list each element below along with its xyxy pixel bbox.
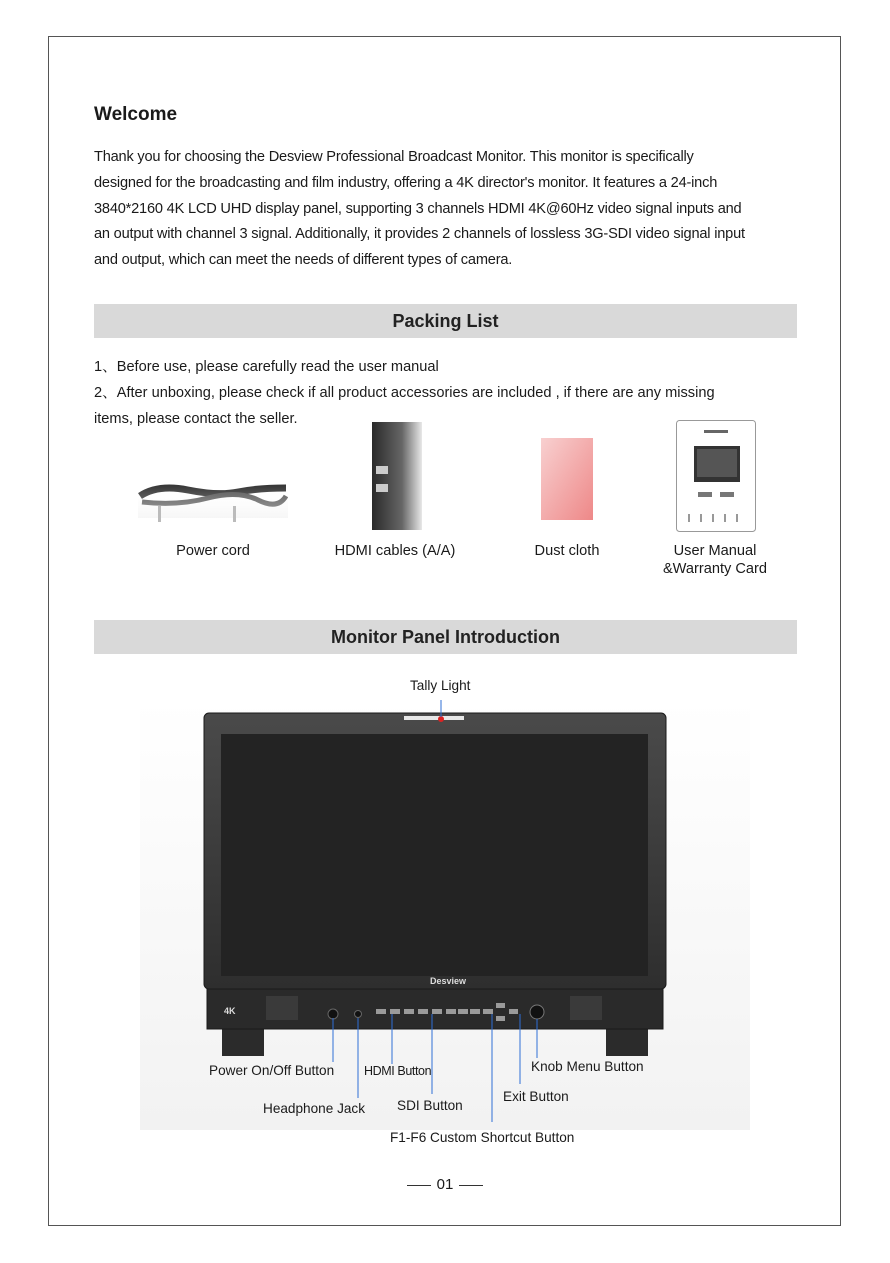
callout-power-button: Power On/Off Button [209, 1063, 335, 1078]
stand-foot-left [222, 1026, 264, 1056]
user-manual-image [676, 420, 756, 532]
monitor-panel-heading: Monitor Panel Introduction [94, 620, 797, 654]
callout-f1-f6-buttons: F1-F6 Custom Shortcut Button [390, 1130, 575, 1145]
dust-cloth-label: Dust cloth [534, 543, 600, 559]
callout-headphone-jack: Headphone Jack [263, 1101, 366, 1116]
dust-cloth-image [541, 438, 593, 520]
welcome-line: designed for the broadcasting and film industry, offering a 4K director's monitor. It features a 24-inch [94, 174, 718, 191]
user-manual-label-line1: User Manual [673, 543, 757, 559]
power-cord-label: Power cord [176, 543, 250, 559]
brand-logo: Desview [430, 976, 467, 986]
callout-tally-light: Tally Light [410, 678, 471, 693]
welcome-line: an output with channel 3 signal. Additionally, it provides 2 channels of lossless 3G-SDI video signal input [94, 226, 745, 243]
packing-item: 1、Before use, please carefully read the user manual [94, 359, 439, 375]
power-cord-image [138, 476, 288, 524]
packing-item: items, please contact the seller. [94, 410, 298, 427]
callout-knob-menu: Knob Menu Button [531, 1059, 644, 1074]
stand-foot-right [606, 1026, 648, 1056]
welcome-heading: Welcome [94, 104, 178, 125]
callout-sdi-button: SDI Button [397, 1098, 463, 1113]
packing-list-heading: Packing List [94, 304, 797, 338]
packing-item: 2、After unboxing, please check if all product accessories are included , if there are any missing [94, 384, 715, 401]
badge-4k: 4K [224, 1006, 236, 1016]
user-manual-label [640, 542, 790, 578]
welcome-line: and output, which can meet the needs of different types of camera. [94, 252, 513, 269]
callout-hdmi-button: HDMI Button [364, 1064, 432, 1078]
page-number [0, 1176, 890, 1193]
welcome-line: 3840*2160 4K LCD UHD display panel, supporting 3 channels HDMI 4K@60Hz video signal inputs and [94, 200, 742, 217]
welcome-line: Thank you for choosing the Desview Professional Broadcast Monitor. This monitor is specifically [94, 149, 694, 165]
hdmi-cable-image [372, 422, 422, 530]
callout-exit-button: Exit Button [503, 1089, 569, 1104]
hdmi-cable-label: HDMI cables (A/A) [334, 543, 456, 559]
monitor-screen [221, 734, 648, 976]
welcome-paragraph [94, 145, 797, 274]
user-manual-label-line2: &Warranty Card [662, 561, 768, 577]
page-number-text: 01 [436, 1176, 454, 1193]
